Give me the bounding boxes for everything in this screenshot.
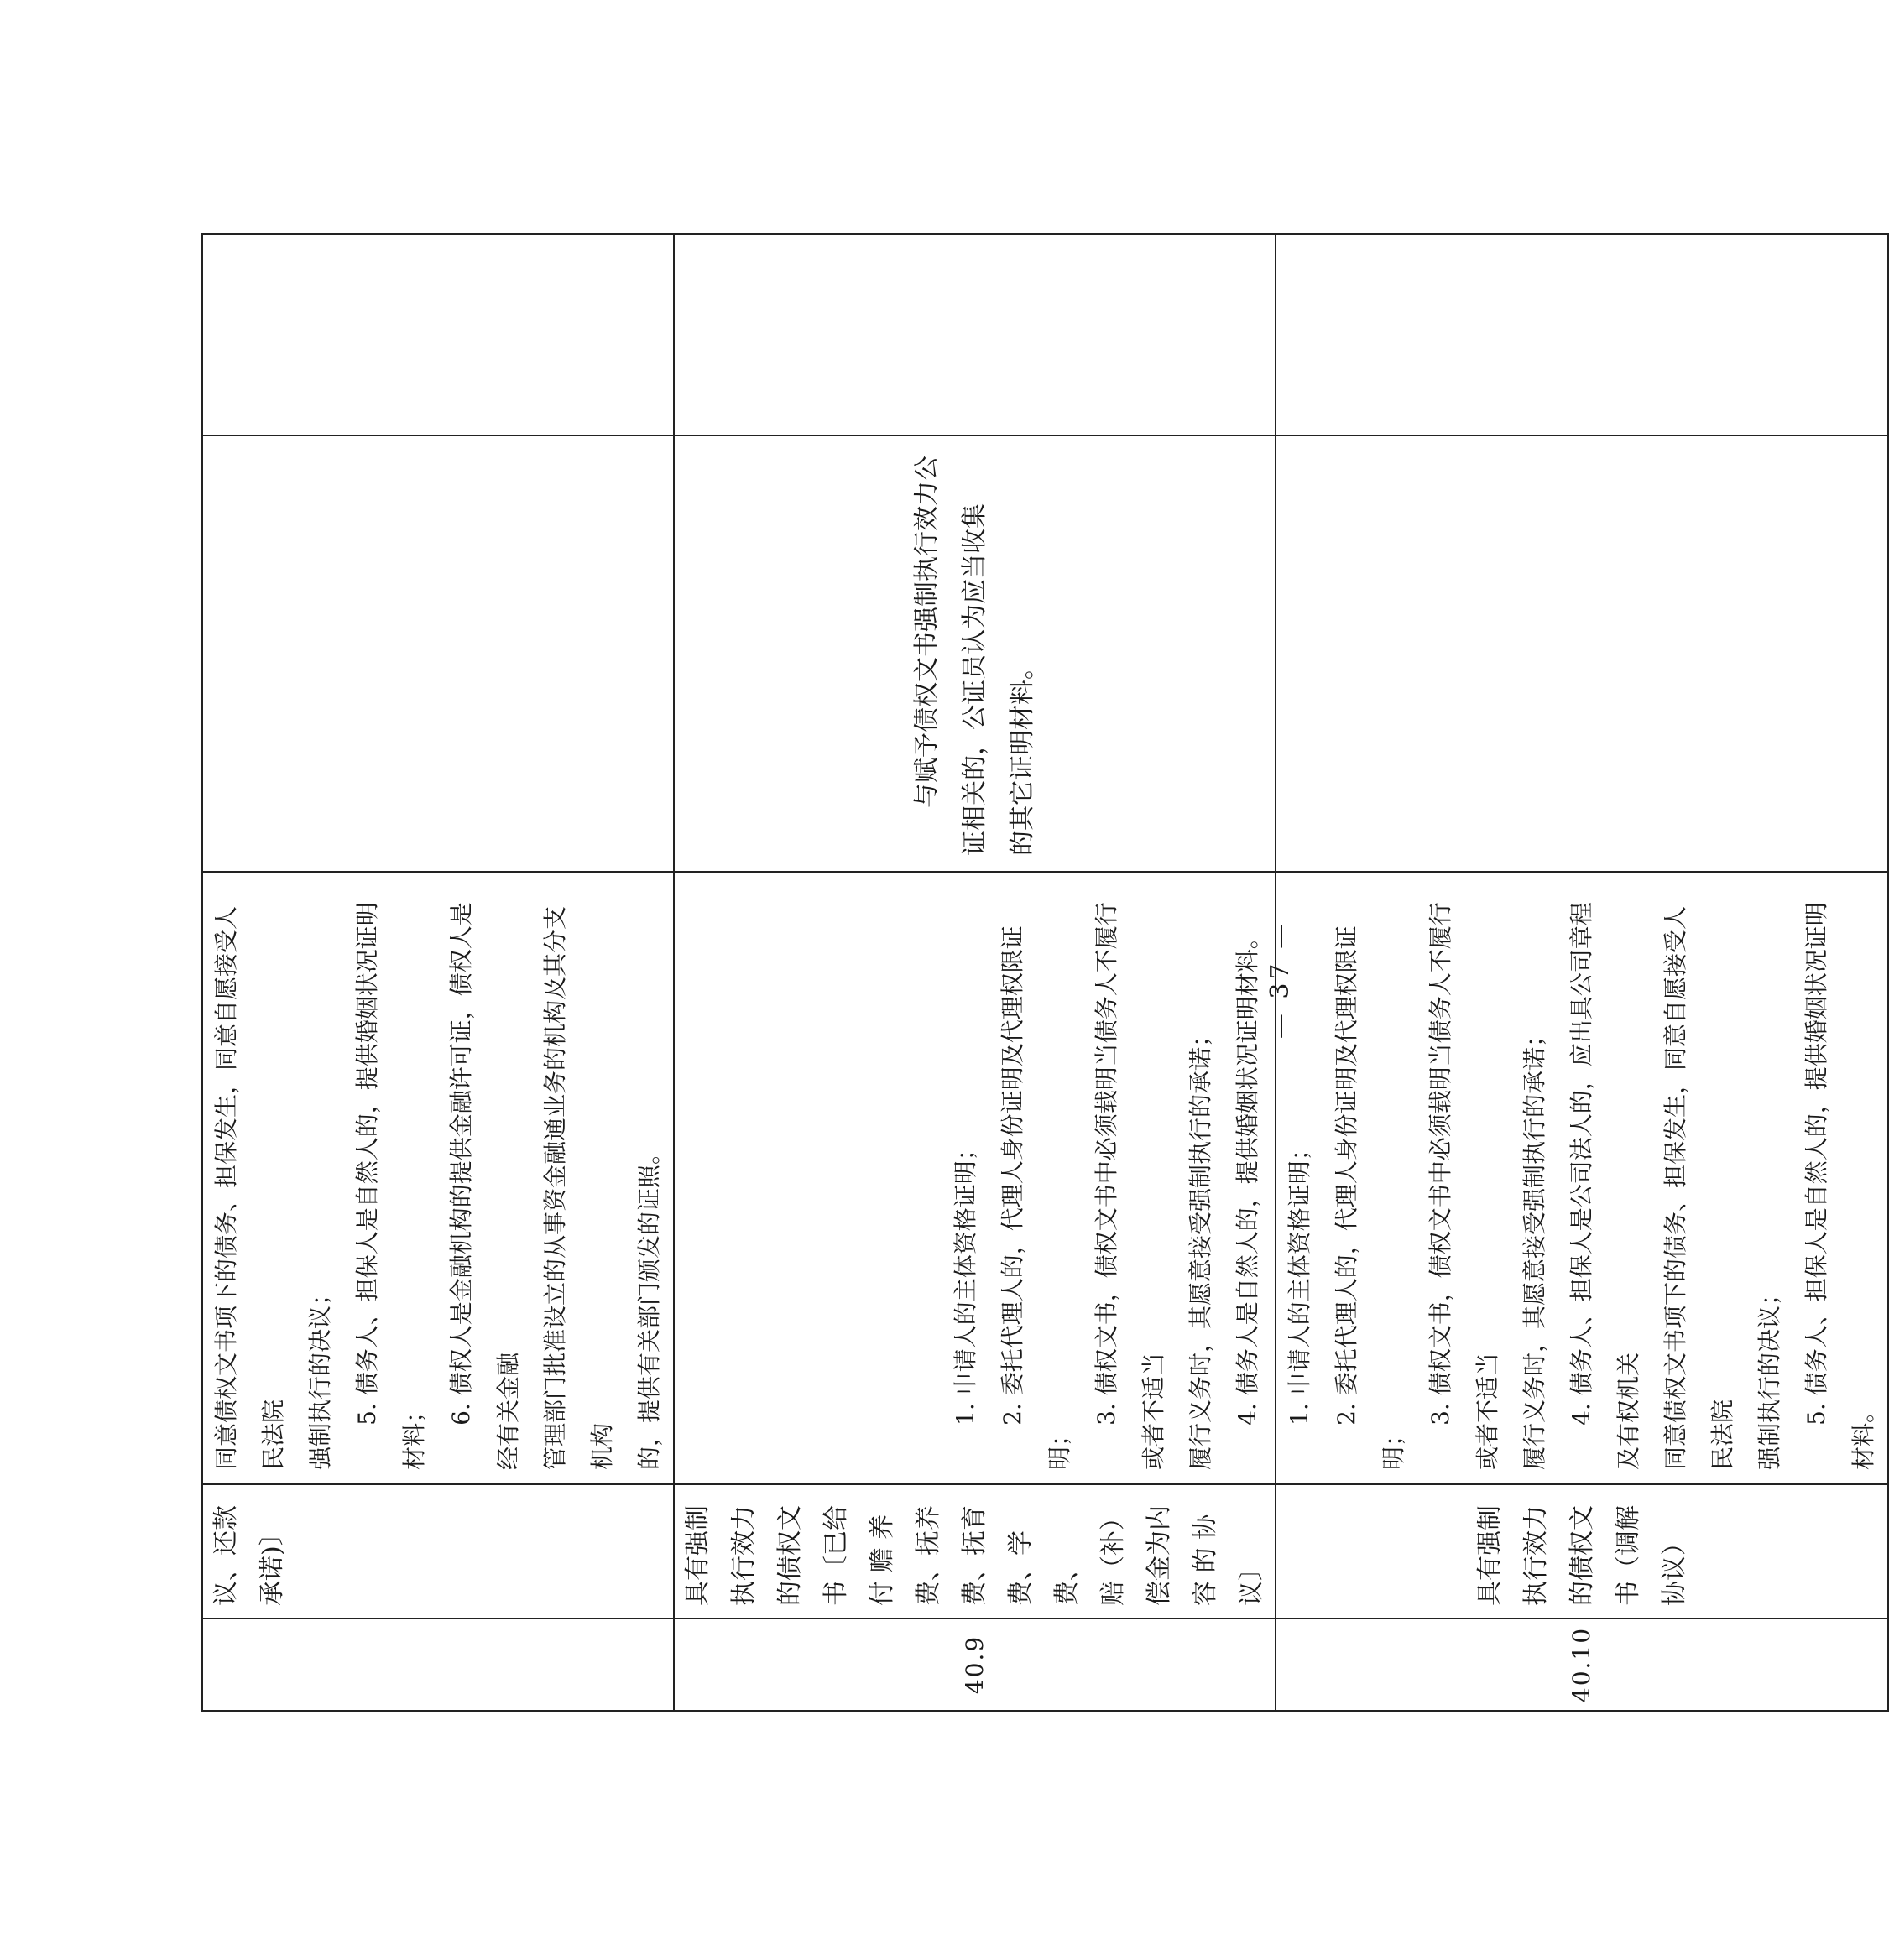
required-materials-cell — [202, 872, 674, 1484]
required-materials-cell — [1276, 872, 1888, 1484]
material-line: 5. 债务人、担保人是自然人的，提供婚姻状况证明材料； — [353, 902, 428, 1470]
item-name-line: 偿金为内 — [1145, 1505, 1174, 1606]
other-material-line: 的其它证明材料。 — [1008, 654, 1037, 856]
item-name-line: 书〔已给 — [822, 1505, 851, 1606]
item-name-line: 执行效力 — [1521, 1505, 1551, 1606]
material-line: 2. 委托代理人的，代理人身份证明及代理权限证明； — [999, 925, 1073, 1470]
material-line: 管理部门批准设立的从事资金融通业务的机构及其分支机构 — [541, 905, 616, 1470]
item-name-line: 议〕 — [1237, 1556, 1266, 1606]
table-row — [1276, 234, 1888, 1711]
material-line: 3. 债权文书，债权文书中必须载明当债务人不履行或者不适当 — [1093, 902, 1167, 1470]
other-material-line: 与赋予债权文书强制执行效力公证相关的，公证员认为应当收集 — [912, 456, 989, 856]
page-number: — 37 — — [1265, 920, 1296, 1040]
other-materials-cell — [1276, 435, 1888, 872]
remarks-cell — [674, 234, 1276, 435]
material-line: 的，提供有关部门颁发的证照。 — [635, 1140, 663, 1470]
material-line: 1. 申请人的主体资格证明； — [952, 1137, 979, 1426]
item-number-cell — [202, 1619, 674, 1711]
item-name-line: 执行效力 — [729, 1505, 759, 1606]
material-line: 1. 申请人的主体资格证明； — [1286, 1137, 1313, 1426]
remarks-cell — [202, 234, 674, 435]
material-line: 同意债权文书项下的债务、担保发生，同意自愿接受人民法院 — [1662, 905, 1736, 1470]
materials-table — [201, 233, 1889, 1712]
item-name-line: 容 的 协 — [1191, 1514, 1220, 1606]
other-materials-cell — [674, 435, 1276, 872]
item-number-cell: 40.10 — [1276, 1619, 1888, 1711]
item-name-line: 议、还款 — [211, 1505, 241, 1606]
item-name-line: 的债权文 — [775, 1505, 805, 1606]
item-name-line: 付 赡 养 — [868, 1514, 897, 1606]
item-name-line: 具有强制 — [683, 1505, 712, 1606]
table-row — [202, 234, 674, 1711]
item-name-line: 费、抚养 — [914, 1505, 943, 1606]
material-line: 2. 委托代理人的，代理人身份证明及代理权限证明； — [1333, 925, 1407, 1470]
table-row — [674, 234, 1276, 1711]
material-line: 3. 债权文书，债权文书中必须载明当债务人不履行或者不适当 — [1427, 902, 1501, 1470]
remarks-cell — [1276, 234, 1888, 435]
item-name-line: 承诺)〕 — [258, 1520, 287, 1606]
item-name-line: 书（调解 — [1613, 1505, 1643, 1606]
material-line: 履行义务时，其愿意接受强制执行的承诺； — [1187, 1023, 1214, 1470]
required-materials-cell — [674, 872, 1276, 1484]
item-name-line: 协议） — [1659, 1530, 1689, 1606]
material-line: 4. 债务人、担保人是公司法人的，应出具公司章程及有权机关 — [1568, 902, 1642, 1470]
item-name-line: 费、抚育 — [960, 1505, 989, 1606]
other-materials-cell — [202, 435, 674, 872]
material-line: 4. 债务人是自然人的，提供婚姻状况证明材料。 — [1234, 925, 1261, 1426]
material-line: 5. 债务人、担保人是自然人的，提供婚姻状况证明材料。 — [1803, 902, 1877, 1470]
item-name-line: 赔（补） — [1098, 1505, 1128, 1606]
item-name-line: 费、学费、 — [1006, 1530, 1082, 1606]
material-line: 同意债权文书项下的债务、担保发生，同意自愿接受人民法院 — [212, 905, 287, 1470]
material-line: 强制执行的决议； — [1756, 1281, 1783, 1470]
material-line: 6. 债权人是金融机构的提供金融许可证，债权人是经有关金融 — [447, 902, 522, 1470]
item-number-cell: 40.9 — [674, 1619, 1276, 1711]
item-name-line: 的债权文 — [1567, 1505, 1597, 1606]
item-name-cell — [674, 1484, 1276, 1619]
item-name-cell — [202, 1484, 674, 1619]
material-line: 强制执行的决议； — [306, 1281, 334, 1470]
item-name-cell — [1276, 1484, 1888, 1619]
item-name-line: 具有强制 — [1474, 1505, 1505, 1606]
material-line: 履行义务时，其愿意接受强制执行的承诺； — [1521, 1023, 1548, 1470]
